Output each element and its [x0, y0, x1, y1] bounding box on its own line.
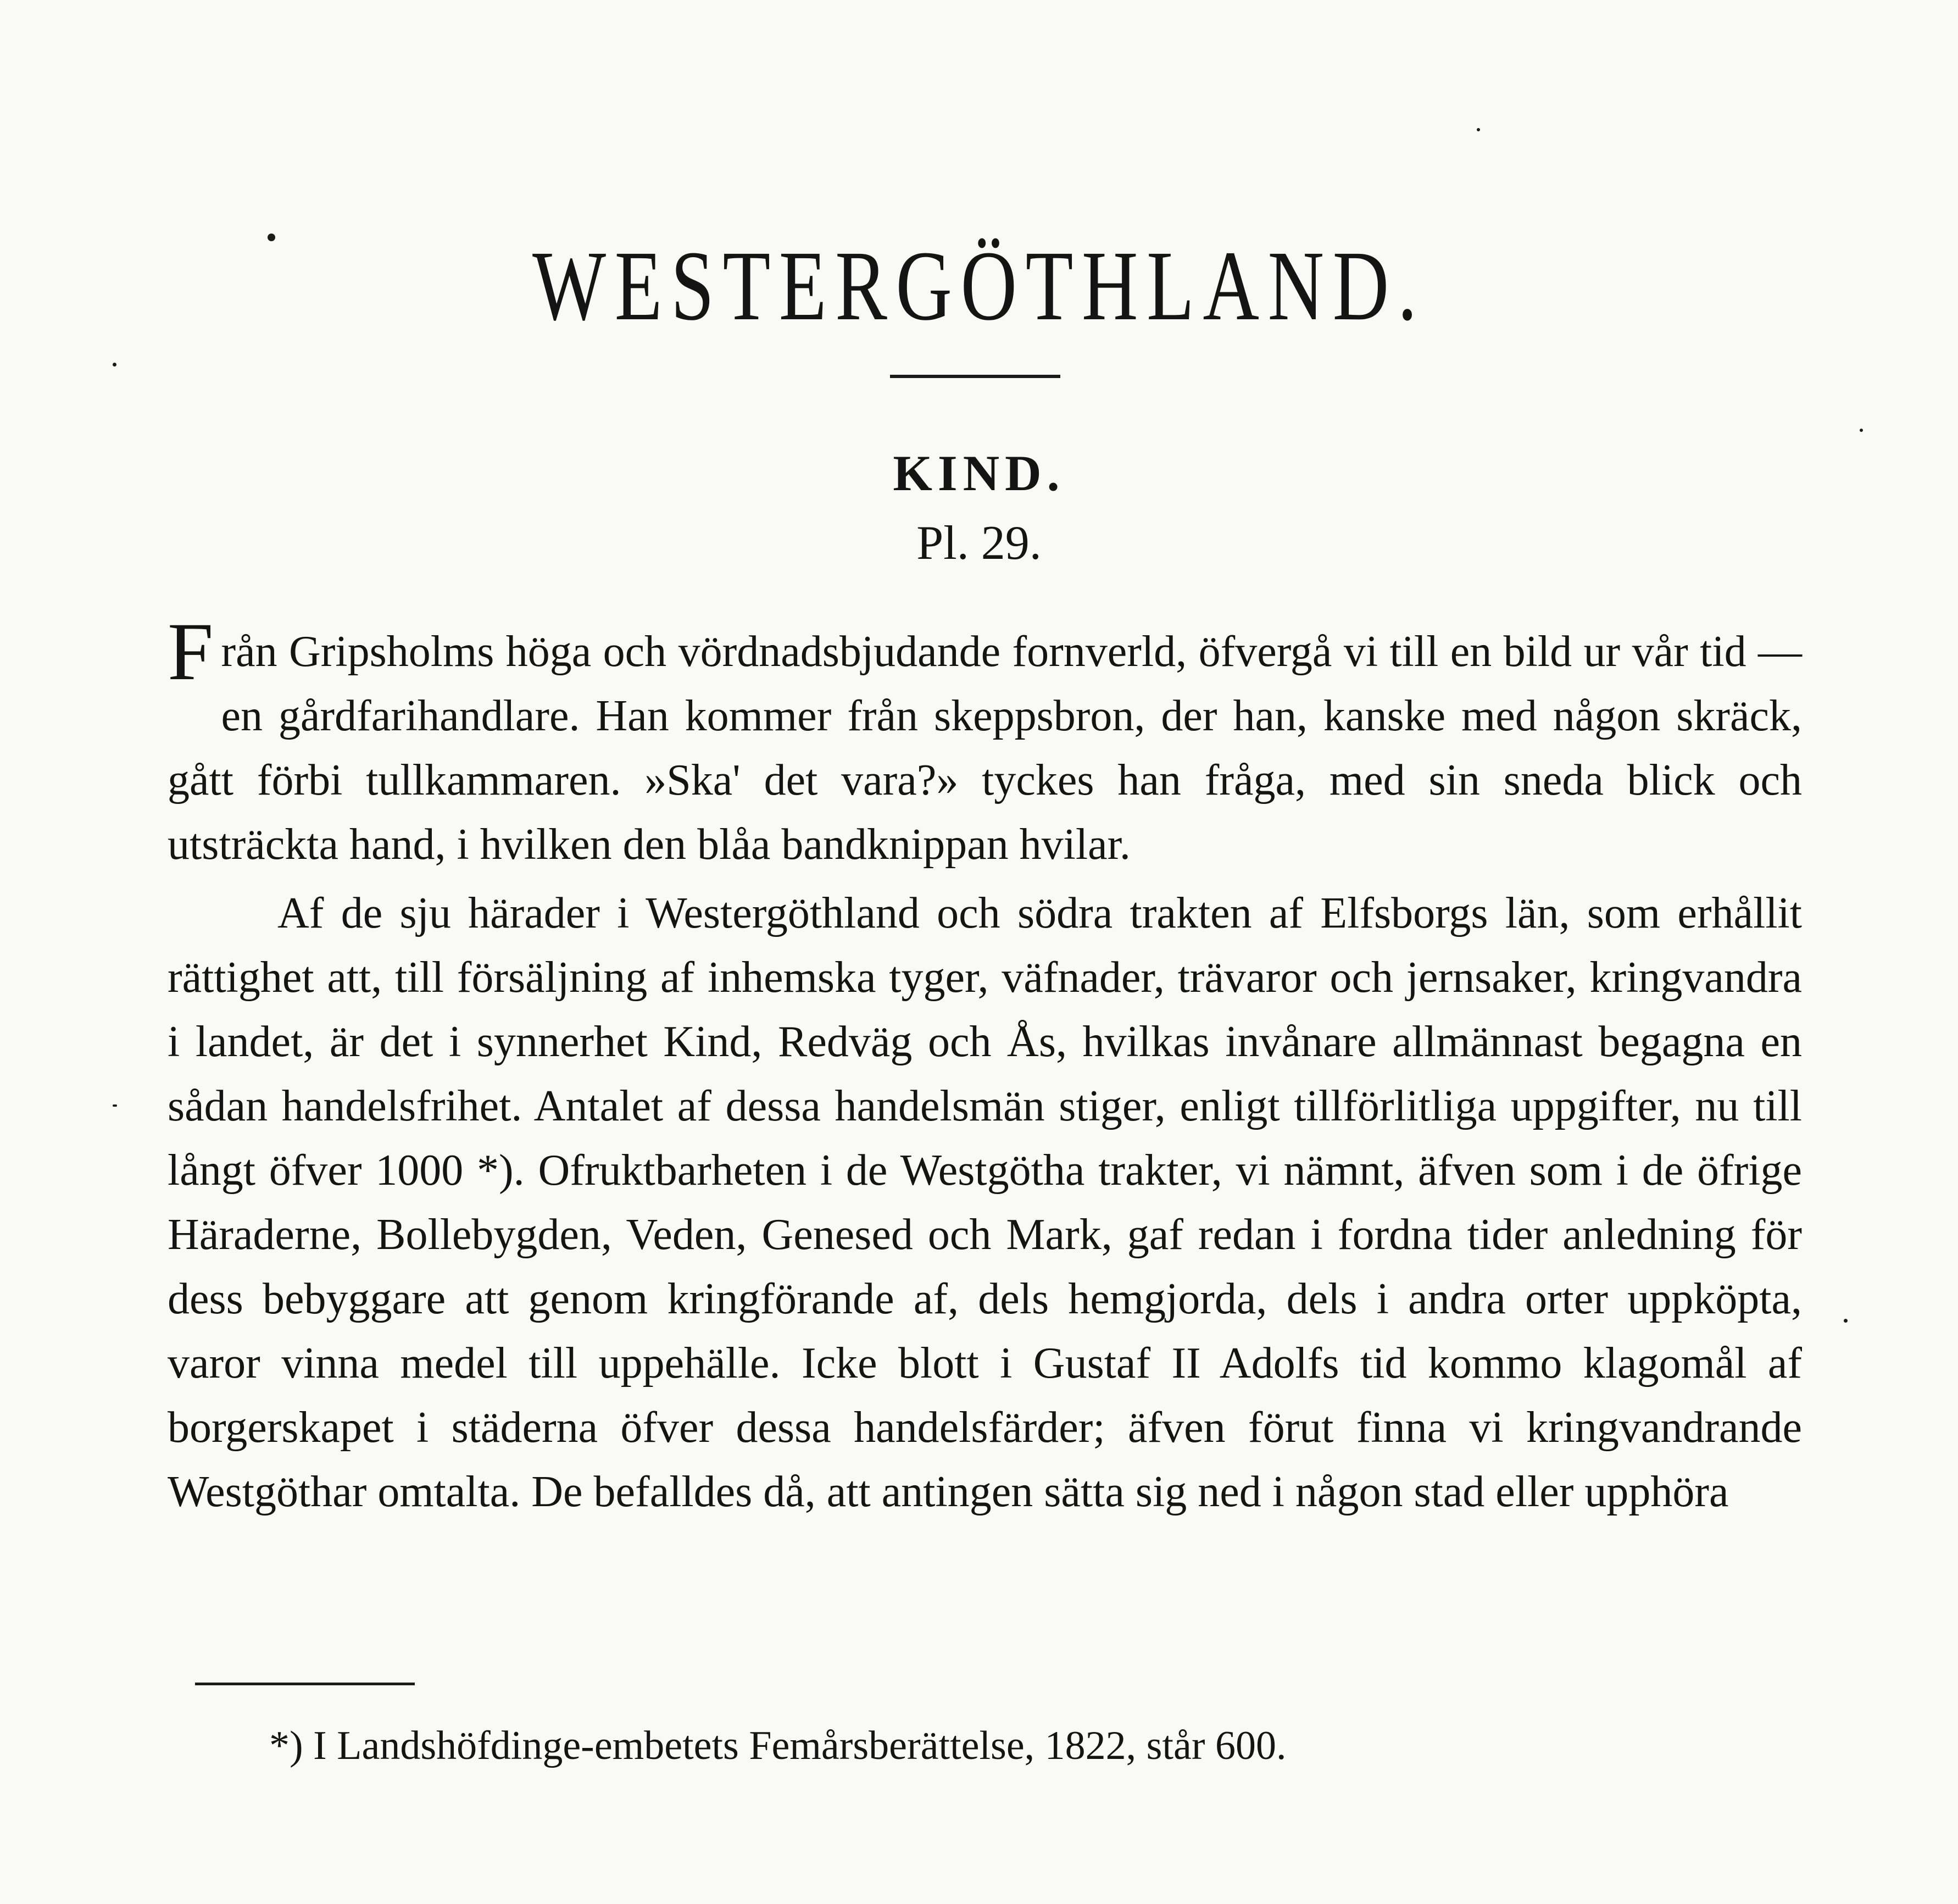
- footnote: *) I Landshöfdinge-embetets Femårsberättelse, 1822, står 600.: [269, 1723, 1287, 1768]
- ink-speck: [113, 1104, 117, 1107]
- body-text: [168, 606, 1802, 1524]
- drop-cap: F: [168, 606, 214, 697]
- ink-speck: [1844, 1319, 1848, 1323]
- title-divider: [890, 375, 1060, 378]
- section-heading: KIND.: [893, 445, 1065, 501]
- footnote-divider: [195, 1683, 415, 1685]
- paragraph-1: [168, 606, 1802, 877]
- page-title: WESTERGÖTHLAND.: [532, 231, 1426, 341]
- ink-speck: [1860, 429, 1863, 432]
- plate-number: Pl. 29.: [916, 517, 1042, 570]
- paragraph-1-text: rån Gripsholms höga och vördnadsbjudande fornverld, öfvergå vi till en bild ur vår tid — en gårdfarihandlare. Han kommer från skeppsbron, der han, kanske med någon skräck, gått förbi tullkammaren. »Ska' det vara?» tyckes han fråga, med sin sneda blick och utsträckta hand, i hvilken den blåa bandknippan hvilar.: [168, 628, 1802, 869]
- ink-speck: [113, 363, 116, 367]
- ink-speck: [1477, 128, 1480, 131]
- paragraph-2: Af de sju härader i Westergöthland och södra trakten af Elfsborgs län, som erhållit rättighet att, till försäljning af inhemska tyger, väfnader, trävaror och jernsaker, kringvandra i landet, är det i synnerhet Kind, Redväg och Ås, hvilkas invånare allmännast begagna en sådan handelsfrihet. Antalet af dessa handelsmän stiger, enligt tillförlitliga uppgifter, nu till långt öfver 1000 *). Ofruktbarheten i de Westgötha trakter, vi nämnt, äfven som i de öfrige Häraderne, Bollebygden, Veden, Genesed och Mark, gaf redan i fordna tider anledning för dess bebyggare att genom kringförande af, dels hemgjorda, dels i andra orter uppköpta, varor vinna medel till uppehälle. Icke blott i Gustaf II Adolfs tid kommo klagomål af borgerskapet i städerna öfver dessa handelsfärder; äfven förut finna vi kringvandrande Westgöthar omtalta. De befalldes då, att antingen sätta sig ned i någon stad eller upphöra: [168, 889, 1802, 1516]
